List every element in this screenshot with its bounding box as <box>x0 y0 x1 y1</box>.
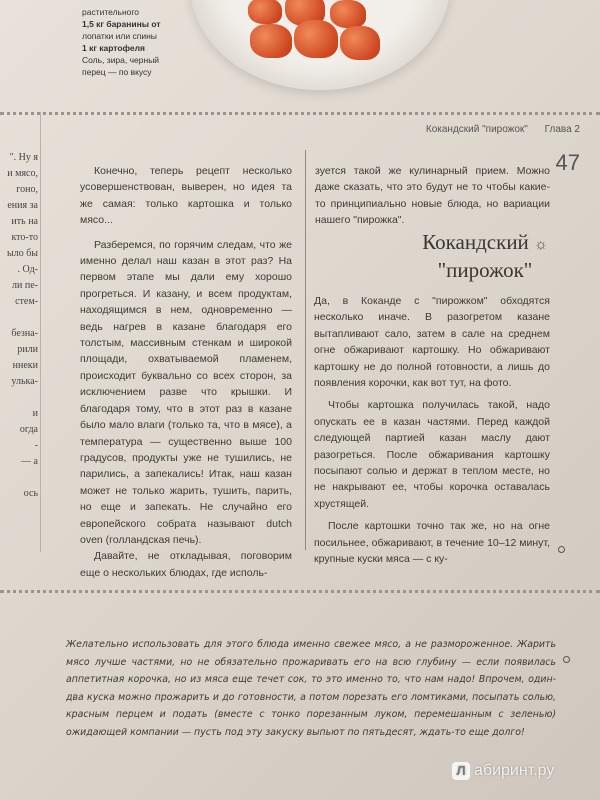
ingredient-line: 1 кг картофеля <box>82 43 145 53</box>
circle-bullet-icon <box>563 656 570 663</box>
paragraph: После картошки точно так же, но на огне посильнее, обжаривают, в течение 10–12 минут, крупные куски мяса — с ку- <box>314 520 550 566</box>
edge-text-fragment: ннеки <box>12 360 38 371</box>
edge-text-fragment: ить на <box>11 216 38 227</box>
edge-text-fragment: — а <box>21 456 38 467</box>
edge-text-fragment: ось <box>23 488 38 499</box>
paragraph: Конечно, теперь рецепт несколько усовершенствован, выверен, но идея та же самая: только картошка и только мясо... <box>80 165 292 227</box>
header-section-title: Кокандский "пирожок" <box>425 124 528 135</box>
dotted-divider <box>0 112 600 115</box>
edge-text-fragment: . Од- <box>17 264 38 275</box>
paragraph: Давайте, не откладывая, поговорим еще о нескольких блюдах, где исполь- <box>80 550 292 579</box>
tip-note: Желательно использовать для этого блюда именно свежее мясо, а не размороженное. Жарить мясо лучше частями, но не обязательно прожаривать его на всю глубину — если появилась аппетитная корочка, но из мяса еще течет сок, то это именно то, что нам надо! Впрочем, один-два куска можно прожарить и до готовности, а потом порезать его ломтиками, посыпать солью, красным перцем и подать (вместе с тонко порезанным луком, перемешанным с зеленью) ожидающей компании — пусть под эту закуску выпьют по пятьдесят, ждать-то еще долго! <box>66 639 556 738</box>
watermark <box>452 760 554 782</box>
edge-text-fragment: огда <box>19 424 38 435</box>
ingredient-line: Соль, зира, черный <box>82 55 160 65</box>
page-gutter-line <box>40 112 41 552</box>
edge-text-fragment <box>0 390 38 406</box>
edge-text-fragment: и мясо, <box>7 168 38 179</box>
ingredient-line: перец — по вкусу <box>82 67 152 77</box>
sun-icon: ☼ <box>534 237 548 253</box>
edge-text-fragment <box>0 470 38 486</box>
edge-text-fragment: гоно, <box>16 184 38 195</box>
text-column-left <box>80 163 292 581</box>
paragraph: зуется такой же кулинарный прием. Можно даже сказать, что это будут не то чтобы какие-то принципиально новые блюда, но вариации нашего "пирожка". <box>315 165 550 227</box>
text-column-right-top <box>315 163 550 229</box>
edge-text-fragment: рили <box>17 344 38 355</box>
title-line-2: "пирожок" <box>437 258 533 282</box>
potato-piece <box>340 26 380 60</box>
edge-text-fragment: - <box>34 440 38 451</box>
edge-text-fragment: улька- <box>11 376 38 387</box>
ingredient-line: лопатки или спины <box>82 31 157 41</box>
watermark-text: абиринт.ру <box>474 762 555 779</box>
edge-text-fragment: и <box>32 408 38 419</box>
running-header <box>412 124 580 135</box>
dotted-divider <box>0 590 600 593</box>
plate-photo <box>190 0 450 90</box>
column-divider <box>305 150 306 550</box>
recipe-title <box>395 230 575 283</box>
edge-text-fragment: ыло бы <box>6 248 38 259</box>
edge-text-fragment <box>0 310 38 326</box>
potato-piece <box>248 0 282 24</box>
edge-text-fragment: ". Ну я <box>9 152 38 163</box>
ingredient-line: растительного <box>82 7 140 17</box>
edge-text-fragment: ения за <box>7 200 38 211</box>
edge-text-fragment: ли пе- <box>12 280 38 291</box>
ingredient-line: 1,5 кг баранины от <box>82 19 161 29</box>
circle-bullet-icon <box>558 546 565 553</box>
potato-piece <box>250 24 292 58</box>
header-chapter: Глава 2 <box>544 124 580 135</box>
paragraph: Чтобы картошка получилась такой, надо опускать ее в казан частями. Перед каждой следующей партией казан маслу дают разогреться. После обжаривания картошку посыпают солью и держат в теплом месте, но не накрывают ее, чтобы корочка оставалась хрустящей. <box>314 399 550 510</box>
paragraph: Разберемся, по горячим следам, что же именно делал наш казан в этот раз? На первом этапе мы дали ему хорошо прогреться. И казану, и всем продуктам, находящимся в нем, одновременно — ведь нагрев в казане благодаря его толстым, массивным стенкам и широкой площади, охватываемой пламенем, происходит буквально со всех сторон, за исключением разве что крышки. И благодаря тому, что в этот раз в казане было мало влаги (только та, что в мясе), а температура — существенно выше 100 градусов, продукты уже не тушились, не парились, а запекались! Итак, наш казан может не только жарить, тушить, парить, но еще и запекать. Не случайно его европейского собрата называют dutch oven (голландская печь). <box>80 238 292 546</box>
paragraph: Да, в Коканде с "пирожком" обходятся несколько иначе. В разогретом казане вытапливают сало, затем в сале на среднем огне обжаривают картошку. Но обжаривают картошку не до полной готовности, а лишь до появления корочки, как вот тут, на фото. <box>314 295 550 390</box>
ingredients-list <box>82 6 192 78</box>
potato-piece <box>294 20 338 58</box>
edge-text-fragment: стем- <box>15 296 38 307</box>
text-column-right <box>314 293 550 568</box>
page-number: 47 <box>555 150 580 175</box>
labirint-logo-icon: Л <box>452 762 470 780</box>
potato-piece <box>330 0 366 28</box>
edge-text-fragment: кто-то <box>11 232 38 243</box>
title-line-1: Кокандский <box>422 230 529 254</box>
edge-text-fragment: безна- <box>11 328 38 339</box>
previous-page-edge-text <box>0 150 38 502</box>
